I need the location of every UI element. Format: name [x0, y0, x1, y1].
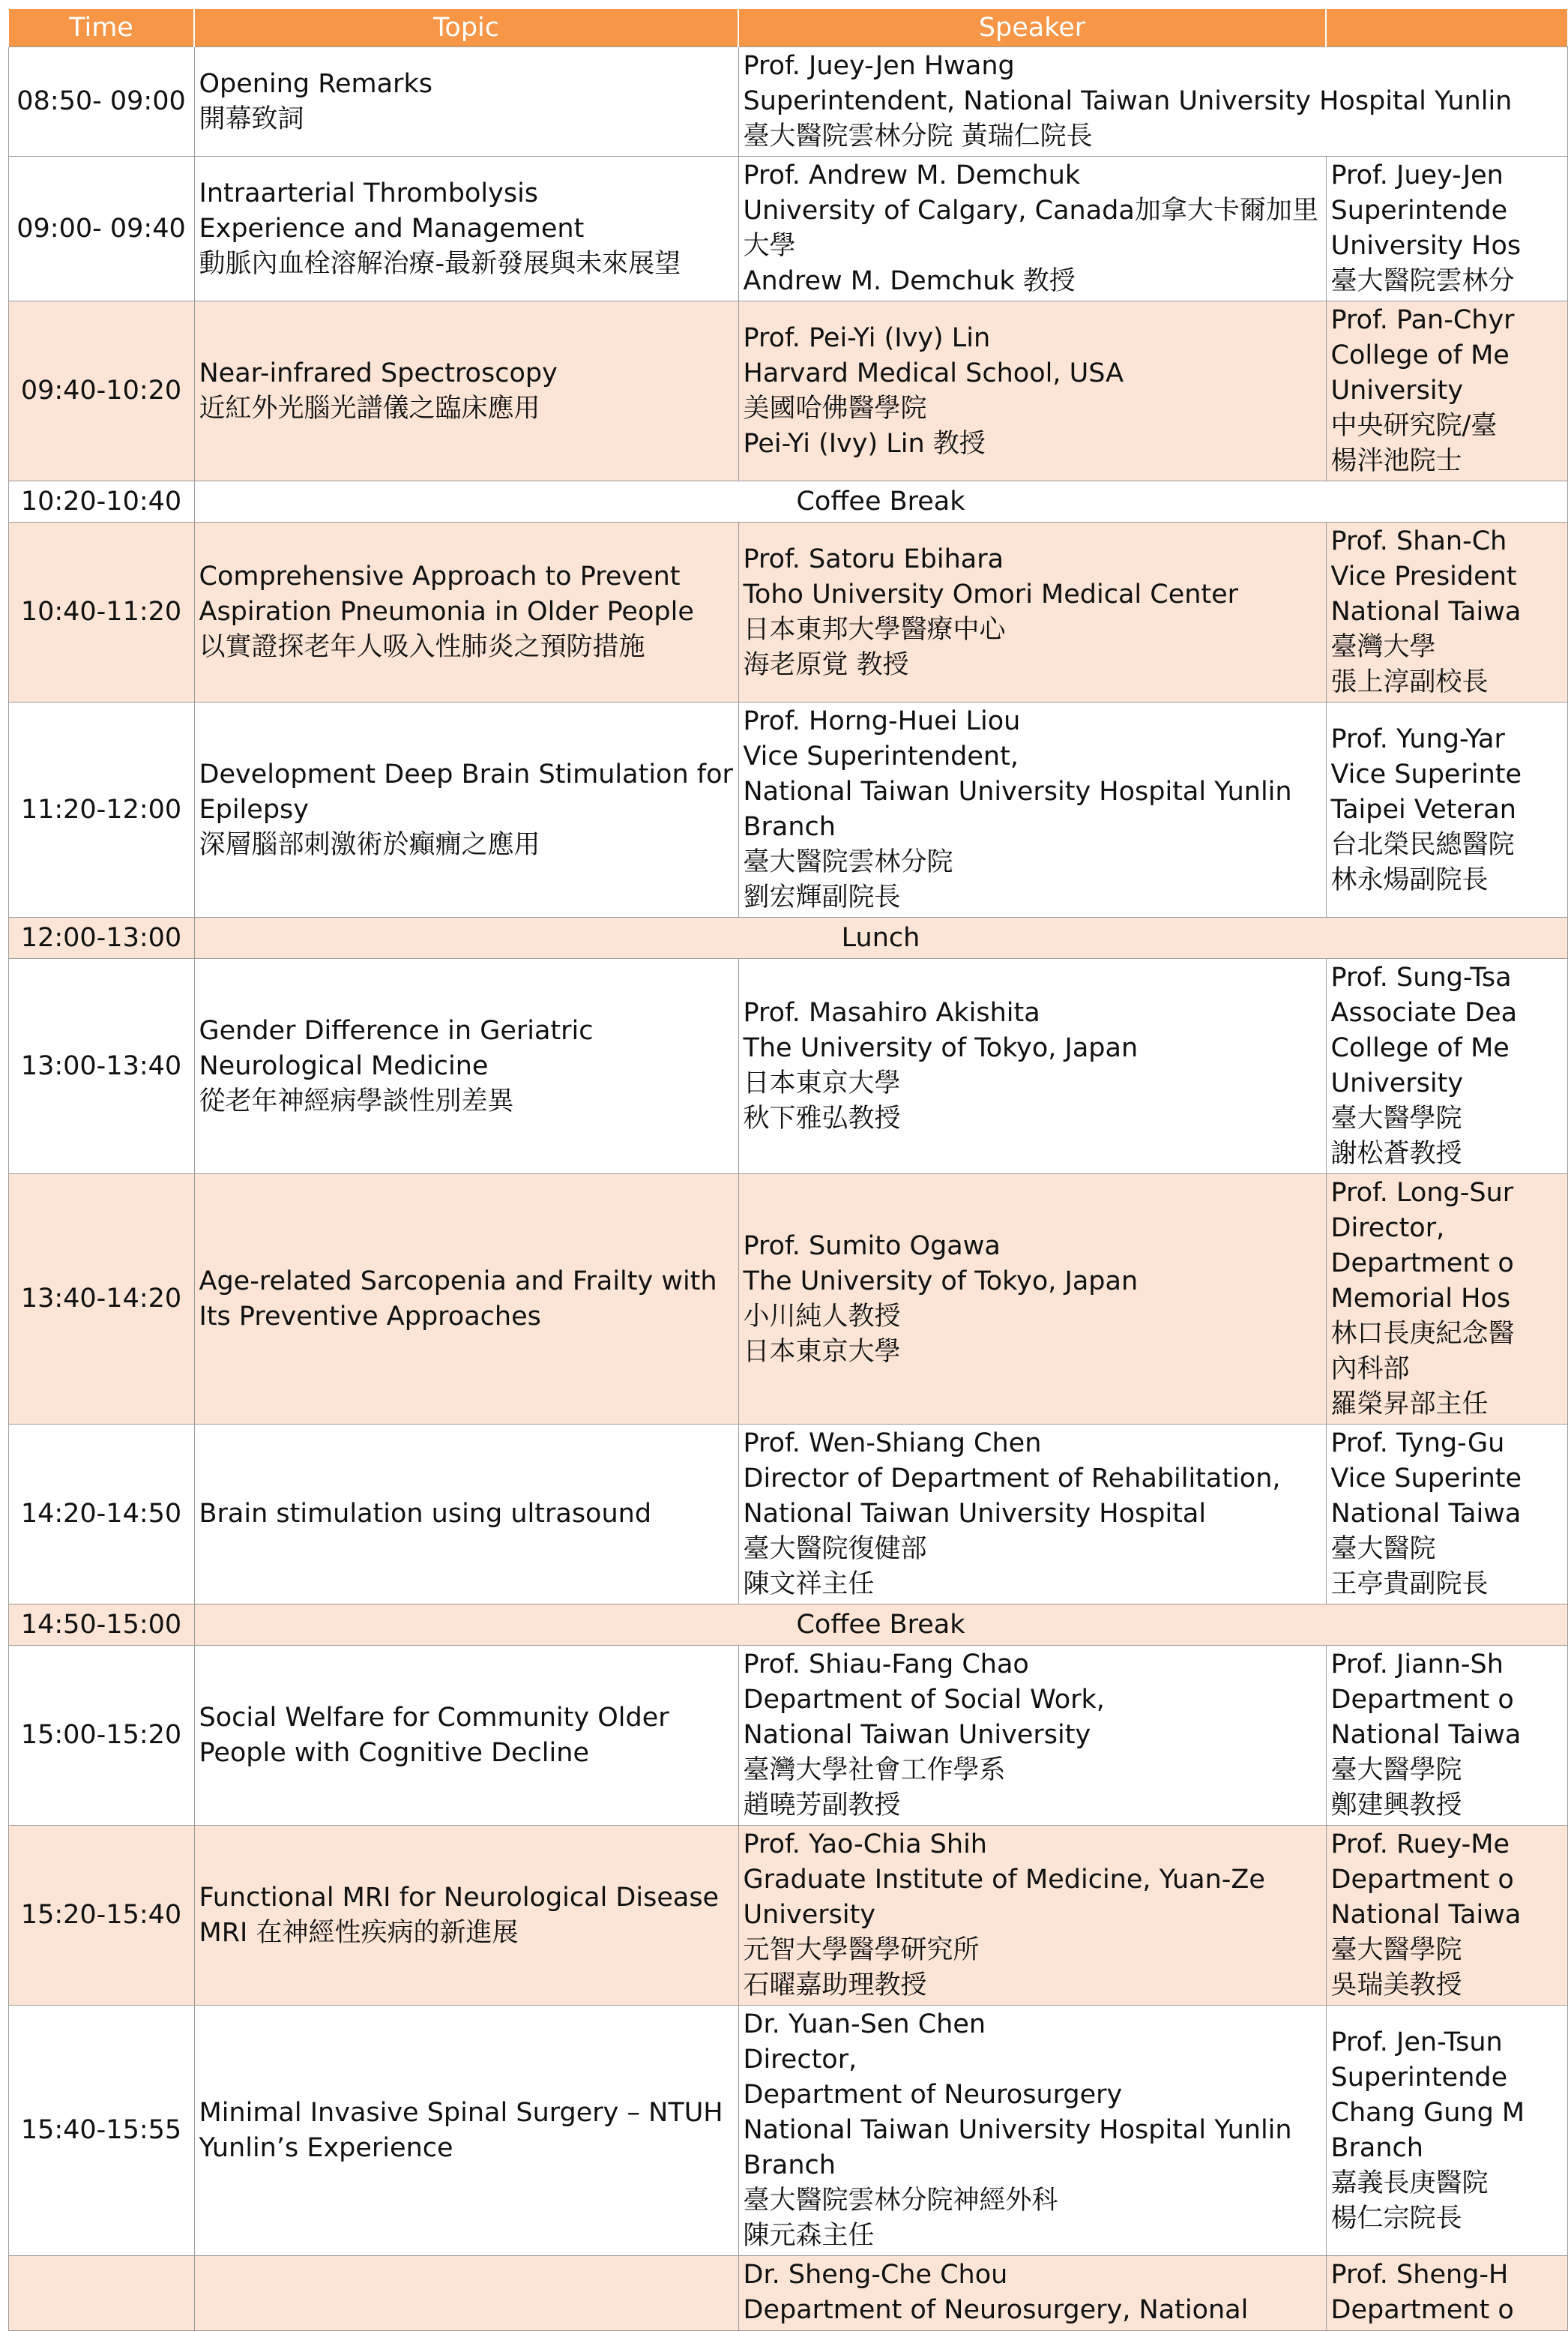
topic-line: MRI 在神經性疾病的新進展: [199, 1917, 519, 1948]
moderator-line: 楊仁宗院長: [1330, 2203, 1462, 2234]
topic-cell: [194, 301, 738, 481]
moderator-line: Prof. Long-Sur: [1330, 1178, 1514, 1208]
moderator-line: Director,: [1330, 1213, 1445, 1243]
speaker-cell: [738, 157, 1326, 301]
moderator-line: 臺大醫學院: [1330, 1104, 1462, 1134]
topic-cell: [194, 1425, 738, 1604]
moderator-line: National Taiwa: [1330, 1499, 1522, 1529]
moderator-line: Memorial Hos: [1330, 1284, 1511, 1314]
speaker-line: National Taiwan University Hospital Yunlin: [743, 2115, 1292, 2145]
speaker-line: University: [743, 1900, 876, 1930]
time-cell: 15:40-15:55: [8, 2006, 194, 2256]
session-row: [8, 1826, 1567, 2006]
speaker-line: Director,: [743, 2045, 857, 2075]
moderator-cell: [1326, 2006, 1567, 2256]
moderator-line: 臺大醫學院: [1330, 1935, 1462, 1965]
session-row: [8, 1174, 1567, 1425]
topic-line: Aspiration Pneumonia in Older People: [199, 597, 694, 627]
speaker-line: Pei-Yi (Ivy) Lin 教授: [743, 428, 986, 459]
moderator-line: Prof. Pan-Chyr: [1330, 305, 1515, 335]
moderator-line: Prof. Sheng-H: [1330, 2260, 1509, 2290]
moderator-line: University Hos: [1330, 231, 1522, 261]
moderator-line: Department o: [1330, 1865, 1514, 1895]
speaker-line: Andrew M. Demchuk 教授: [743, 266, 1076, 296]
speaker-line: 日本東邦大學醫療中心: [743, 614, 1006, 645]
speaker-cell: [738, 1826, 1326, 2006]
moderator-line: Department o: [1330, 2295, 1514, 2325]
topic-cell: [194, 1826, 738, 2006]
session-row: [8, 703, 1567, 918]
moderator-line: Vice Superinte: [1330, 1464, 1522, 1494]
speaker-line: 陳元森主任: [743, 2221, 875, 2251]
moderator-line: Taipei Veteran: [1330, 794, 1516, 825]
speaker-line: 臺大醫院雲林分院 黃瑞仁院長: [743, 121, 1093, 151]
moderator-line: 臺灣大學: [1330, 632, 1436, 662]
speaker-line: 臺灣大學社會工作學系: [743, 1755, 1006, 1785]
session-row: [8, 523, 1567, 703]
speaker-line: Branch: [743, 812, 836, 842]
speaker-line: 臺大醫院雲林分院: [743, 847, 953, 877]
moderator-line: Prof. Ruey-Me: [1330, 1829, 1510, 1859]
agenda-table: [7, 9, 1568, 2331]
session-row: [8, 959, 1567, 1174]
moderator-line: Associate Dea: [1330, 998, 1518, 1028]
break-label: Lunch: [194, 918, 1567, 959]
topic-line: Brain stimulation using ultrasound: [199, 1499, 652, 1529]
session-row: [8, 47, 1567, 157]
speaker-line: 趙曉芳副教授: [743, 1790, 901, 1820]
moderator-cell: [1326, 1826, 1567, 2006]
topic-line: Epilepsy: [199, 794, 309, 825]
moderator-line: 張上淳副校長: [1330, 667, 1489, 697]
topic-line: 開幕致詞: [199, 103, 304, 134]
speaker-line: 小川純人教授: [743, 1301, 901, 1332]
speaker-line: 石曜嘉助理教授: [743, 1970, 927, 2000]
speaker-line: 大學: [743, 231, 796, 261]
speaker-line: Branch: [743, 2150, 836, 2180]
topic-line: Gender Difference in Geriatric: [199, 1015, 594, 1046]
moderator-line: Superintende: [1330, 196, 1508, 226]
topic-line: Comprehensive Approach to Prevent: [199, 562, 681, 592]
speaker-cell: [738, 703, 1326, 918]
topic-cell: [194, 2006, 738, 2256]
topic-cell: [194, 1646, 738, 1826]
speaker-line: Prof. Juey-Jen Hwang: [743, 51, 1015, 81]
time-cell: 14:20-14:50: [8, 1425, 194, 1604]
session-row: [8, 157, 1567, 301]
agenda-body: [8, 47, 1567, 2331]
speaker-line: Director of Department of Rehabilitation,: [743, 1464, 1281, 1494]
topic-line: Intraarterial Thrombolysis: [199, 178, 539, 208]
moderator-line: Department o: [1330, 1685, 1514, 1715]
speaker-line: Superintendent, National Taiwan University Hospital Yunlin: [743, 86, 1513, 116]
speaker-cell: [738, 2256, 1326, 2331]
session-row: [8, 1646, 1567, 1826]
moderator-cell: [1326, 703, 1567, 918]
break-label: Coffee Break: [194, 1604, 1567, 1646]
speaker-cell: [738, 1425, 1326, 1604]
header-speaker: Speaker: [738, 9, 1326, 47]
speaker-line: Prof. Satoru Ebihara: [743, 544, 1004, 574]
topic-line: People with Cognitive Decline: [199, 1737, 589, 1768]
topic-line: Minimal Invasive Spinal Surgery – NTUH: [199, 2097, 723, 2128]
moderator-cell: [1326, 959, 1567, 1174]
moderator-line: 嘉義長庚醫院: [1330, 2168, 1489, 2198]
speaker-line: 臺大醫院雲林分院神經外科: [743, 2186, 1058, 2216]
moderator-line: 臺大醫院雲林分: [1330, 266, 1515, 296]
topic-line: 深層腦部刺激術於癲癇之應用: [199, 829, 540, 860]
speaker-line: Prof. Wen-Shiang Chen: [743, 1428, 1042, 1458]
time-cell: 15:00-15:20: [8, 1646, 194, 1826]
session-row: [8, 1425, 1567, 1604]
moderator-cell: [1326, 1646, 1567, 1826]
moderator-line: College of Me: [1330, 1033, 1510, 1063]
header-time: Time: [8, 9, 194, 47]
moderator-line: Department o: [1330, 1248, 1514, 1278]
time-cell: 13:40-14:20: [8, 1174, 194, 1425]
moderator-line: Superintende: [1330, 2062, 1508, 2093]
speaker-cell: [738, 301, 1326, 481]
moderator-line: 羅榮昇部主任: [1330, 1389, 1489, 1419]
moderator-line: 內科部: [1330, 1354, 1410, 1384]
moderator-line: National Taiwa: [1330, 1900, 1522, 1930]
speaker-cell: [738, 47, 1567, 157]
speaker-line: National Taiwan University Hospital Yunlin: [743, 777, 1292, 807]
speaker-line: 元智大學醫學研究所: [743, 1935, 980, 1965]
time-cell: 09:00- 09:40: [8, 157, 194, 301]
speaker-cell: [738, 959, 1326, 1174]
time-cell: 11:20-12:00: [8, 703, 194, 918]
topic-cell: [194, 523, 738, 703]
moderator-line: University: [1330, 1068, 1464, 1098]
time-cell: 14:50-15:00: [8, 1604, 194, 1646]
moderator-cell: [1326, 1174, 1567, 1425]
moderator-line: Vice President: [1330, 562, 1517, 592]
topic-line: Opening Remarks: [199, 68, 432, 99]
moderator-line: 臺大醫學院: [1330, 1755, 1462, 1785]
moderator-cell: [1326, 1425, 1567, 1604]
moderator-line: 鄭建興教授: [1330, 1790, 1462, 1820]
speaker-line: 日本東京大學: [743, 1068, 901, 1098]
moderator-line: Prof. Tyng-Gu: [1330, 1428, 1505, 1458]
topic-cell: [194, 703, 738, 918]
moderator-line: Vice Superinte: [1330, 759, 1522, 789]
moderator-line: 謝松蒼教授: [1330, 1139, 1462, 1169]
moderator-line: 林口長庚紀念醫: [1330, 1319, 1515, 1349]
header-row: [8, 9, 1567, 47]
moderator-line: Chang Gung M: [1330, 2097, 1525, 2128]
speaker-cell: [738, 523, 1326, 703]
speaker-line: Graduate Institute of Medicine, Yuan-Ze: [743, 1865, 1265, 1895]
speaker-line: Department of Neurosurgery, National: [743, 2295, 1249, 2325]
moderator-cell: [1326, 301, 1567, 481]
moderator-cell: [1326, 157, 1567, 301]
speaker-line: University of Calgary, Canada加拿大卡爾加里: [743, 196, 1318, 226]
speaker-line: Prof. Pei-Yi (Ivy) Lin: [743, 322, 991, 353]
moderator-cell: [1326, 2256, 1567, 2331]
speaker-line: Prof. Andrew M. Demchuk: [743, 160, 1081, 190]
topic-cell: [194, 959, 738, 1174]
moderator-line: Branch: [1330, 2132, 1423, 2163]
speaker-line: National Taiwan University Hospital: [743, 1499, 1207, 1529]
speaker-cell: [738, 2006, 1326, 2256]
moderator-line: University: [1330, 376, 1464, 406]
speaker-line: Vice Superintendent,: [743, 742, 1019, 772]
time-cell: 10:40-11:20: [8, 523, 194, 703]
session-row: [8, 2006, 1567, 2256]
time-cell: 12:00-13:00: [8, 918, 194, 959]
topic-cell: [194, 2256, 738, 2331]
topic-line: Age-related Sarcopenia and Frailty with: [199, 1266, 717, 1296]
speaker-line: Prof. Sumito Ogawa: [743, 1230, 1001, 1261]
moderator-line: 中央研究院/臺: [1330, 411, 1498, 441]
moderator-line: 台北榮民總醫院: [1330, 829, 1515, 860]
header-moderator: [1326, 9, 1567, 47]
break-row: [8, 918, 1567, 959]
speaker-line: The University of Tokyo, Japan: [743, 1033, 1139, 1063]
topic-cell: [194, 1174, 738, 1425]
moderator-line: Prof. Jen-Tsun: [1330, 2027, 1503, 2057]
topic-line: 動脈內血栓溶解治療-最新發展與未來展望: [199, 248, 681, 279]
speaker-line: Toho University Omori Medical Center: [743, 579, 1239, 610]
topic-line: Its Preventive Approaches: [199, 1301, 541, 1332]
moderator-line: National Taiwa: [1330, 1720, 1522, 1750]
break-row: [8, 481, 1567, 523]
session-row: [8, 301, 1567, 481]
speaker-line: The University of Tokyo, Japan: [743, 1266, 1139, 1296]
moderator-line: Prof. Juey-Jen: [1330, 160, 1504, 190]
topic-cell: [194, 157, 738, 301]
speaker-line: Prof. Horng-Huei Liou: [743, 706, 1021, 736]
moderator-line: 楊泮池院士: [1330, 446, 1462, 476]
time-cell: 15:20-15:40: [8, 1826, 194, 2006]
moderator-line: 王亭貴副院長: [1330, 1569, 1489, 1599]
speaker-line: 海老原覚 教授: [743, 649, 909, 680]
moderator-line: Prof. Jiann-Sh: [1330, 1649, 1504, 1679]
speaker-cell: [738, 1174, 1326, 1425]
speaker-line: Prof. Masahiro Akishita: [743, 998, 1040, 1028]
speaker-line: 秋下雅弘教授: [743, 1104, 901, 1134]
speaker-cell: [738, 1646, 1326, 1826]
moderator-line: 吳瑞美教授: [1330, 1970, 1462, 2000]
break-label: Coffee Break: [194, 481, 1567, 523]
speaker-line: Department of Social Work,: [743, 1685, 1105, 1715]
header-topic: Topic: [194, 9, 738, 47]
speaker-line: 臺大醫院復健部: [743, 1534, 927, 1564]
time-cell: 08:50- 09:00: [8, 47, 194, 157]
speaker-line: 劉宏輝副院長: [743, 882, 901, 912]
speaker-line: Dr. Sheng-Che Chou: [743, 2260, 1008, 2290]
time-cell: 10:20-10:40: [8, 481, 194, 523]
topic-line: Near-infrared Spectroscopy: [199, 358, 558, 388]
moderator-line: 林永煬副院長: [1330, 864, 1489, 895]
speaker-line: Harvard Medical School, USA: [743, 358, 1124, 388]
topic-line: Functional MRI for Neurological Disease: [199, 1882, 720, 1913]
moderator-line: Prof. Yung-Yar: [1330, 724, 1505, 754]
topic-cell: [194, 47, 738, 157]
time-cell: [8, 2256, 194, 2331]
moderator-line: Prof. Sung-Tsa: [1330, 963, 1512, 993]
topic-line: 以實證探老年人吸入性肺炎之預防措施: [199, 632, 645, 662]
time-cell: 09:40-10:20: [8, 301, 194, 481]
speaker-line: Prof. Yao-Chia Shih: [743, 1829, 987, 1859]
moderator-line: Prof. Shan-Ch: [1330, 526, 1507, 556]
moderator-line: College of Me: [1330, 340, 1510, 370]
topic-line: Experience and Management: [199, 213, 585, 244]
topic-line: Social Welfare for Community Older: [199, 1702, 669, 1733]
topic-line: Yunlin’s Experience: [199, 2132, 453, 2163]
moderator-line: National Taiwa: [1330, 597, 1522, 627]
moderator-line: 臺大醫院: [1330, 1534, 1436, 1564]
break-row: [8, 1604, 1567, 1646]
speaker-line: 日本東京大學: [743, 1336, 901, 1367]
time-cell: 13:00-13:40: [8, 959, 194, 1174]
topic-line: Neurological Medicine: [199, 1050, 489, 1081]
speaker-line: 陳文祥主任: [743, 1569, 875, 1599]
session-row: [8, 2256, 1567, 2331]
moderator-cell: [1326, 523, 1567, 703]
speaker-line: 美國哈佛醫學院: [743, 393, 927, 424]
topic-line: 從老年神經病學談性別差異: [199, 1086, 514, 1116]
topic-line: 近紅外光腦光譜儀之臨床應用: [199, 393, 540, 424]
speaker-line: Dr. Yuan-Sen Chen: [743, 2009, 986, 2039]
speaker-line: Prof. Shiau-Fang Chao: [743, 1649, 1029, 1679]
speaker-line: Department of Neurosurgery: [743, 2080, 1123, 2110]
topic-line: Development Deep Brain Stimulation for: [199, 759, 733, 789]
speaker-line: National Taiwan University: [743, 1720, 1091, 1750]
